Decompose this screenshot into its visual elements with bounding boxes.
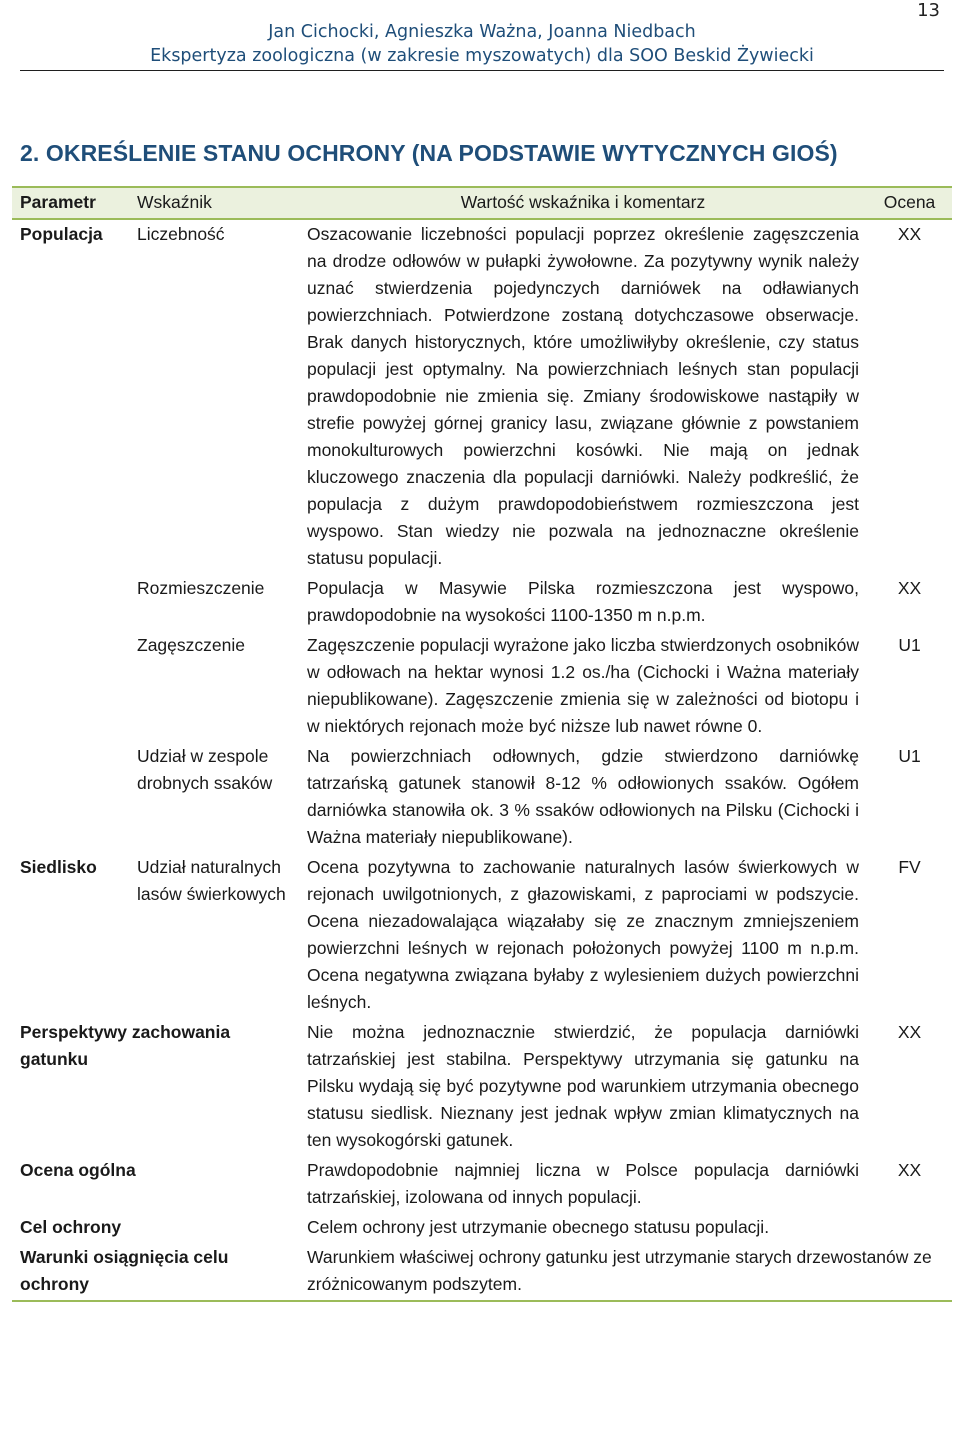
summary-ocena: XX — [897, 1160, 922, 1180]
summary-row — [12, 1213, 952, 1243]
row-ocena: FV — [898, 857, 921, 877]
row-ocena: U1 — [898, 635, 921, 655]
section-title: 2. OKREŚLENIE STANU OCHRONY (NA PODSTAWIE WYTYCZNYCH GIOŚ) — [20, 140, 838, 166]
row-komentarz: Ocena pozytywna to zachowanie naturalnych lasów świerkowych w rejonach uwilgotnionych, z głazowiskami, z paprociami w podszycie. Ocena niezadowalająca wiązałaby się ze znacznym zmniejszeniem powierzchni leśnych w rejonach położonych powyżej 1100 m n.p.m. Ocena negatywna związana byłaby z wylesieniem dużych powierzchni leśnych. — [307, 857, 859, 1012]
summary-row — [12, 1243, 952, 1301]
row-ocena: XX — [897, 578, 922, 598]
summary-komentarz: Celem ochrony jest utrzymanie obecnego statusu populacji. — [307, 1217, 770, 1237]
table-row — [12, 853, 952, 1018]
header-wskaznik: Wskaźnik — [129, 187, 299, 219]
header-ocena: Ocena — [865, 187, 952, 219]
summary-row — [12, 1018, 952, 1156]
summary-label: Warunki osiągnięcia celu ochrony — [12, 1243, 299, 1301]
row-wskaznik: Liczebność — [137, 224, 225, 244]
row-komentarz: Oszacowanie liczebności populacji poprzez określenie zagęszczenia na drodze odłowów w pułapki żywołowne. Za pozytywny wynik należy uznać stwierdzenia pojedynczych darniówek na odławianych powierzchniach. Potwierdzone zostaną dotychczasowe obserwacje. Brak danych historycznych, które umożliwiłyby określenie, czy status populacji jest optymalny. Na powierzchniach leśnych stan populacji prawdopodobnie nie zmienia się. Zmiany środowiskowe nastąpiły w strefie powyżej górnej granicy lasu, związane głównie z powstaniem monokulturowych powierzchni kosówki. Nie mają on jednak kluczowego znaczenia dla populacji darniówki. Należy podkreślić, że populacja z dużym prawdopodobieństwem rozmieszczona jest wyspowo. Stan wiedzy nie pozwala na jednoznaczne określenie statusu populacji. — [307, 224, 859, 568]
table-row — [12, 574, 952, 631]
summary-label: Perspektywy zachowania gatunku — [20, 1022, 231, 1069]
header-divider — [20, 70, 944, 71]
table-row — [12, 631, 952, 742]
summary-label: Cel ochrony — [20, 1217, 122, 1237]
row-parametr: Siedlisko — [20, 857, 97, 877]
row-ocena: U1 — [898, 746, 921, 766]
row-wskaznik: Udział naturalnych lasów świerkowych — [137, 857, 286, 904]
summary-komentarz: Nie można jednoznacznie stwierdzić, że populacja darniówki tatrzańskiej jest stabilna. Perspektywy utrzymania się gatunku na Pilsku wydają się być pozytywne pod warunkiem utrzymania obecnego statusu siedlisk. Nieznany jest jednak wpływ zmian klimatycznych na ten wysokogórski gatunek. — [307, 1022, 859, 1150]
table-row — [12, 219, 952, 574]
summary-komentarz: Warunkiem właściwej ochrony gatunku jest utrzymanie starych drzewostanów ze zróżnicowanym podszytem. — [299, 1243, 952, 1301]
header-subtitle: Ekspertyza zoologiczna (w zakresie myszowatych) dla SOO Beskid Żywiecki — [150, 46, 814, 66]
summary-komentarz: Prawdopodobnie najmniej liczna w Polsce populacja darniówki tatrzańskiej, izolowana od innych populacji. — [307, 1160, 859, 1207]
table-header-row — [12, 187, 952, 219]
row-komentarz: Na powierzchniach odłownych, gdzie stwierdzono darniówkę tatrzańską gatunek stanowił 8-12 % odłowionych ssaków. Ogółem darniówka stanowiła ok. 3 % ssaków odłowionych na Pilsku (Cichocki i Ważna materiały niepublikowane). — [307, 746, 859, 847]
summary-ocena: XX — [897, 1022, 922, 1042]
row-komentarz: Populacja w Masywie Pilska rozmieszczona jest wyspowo, prawdopodobnie na wysokości 1100-1350 m n.p.m. — [307, 578, 859, 625]
running-header — [20, 20, 944, 68]
table-row — [12, 742, 952, 853]
header-parametr: Parametr — [12, 187, 129, 219]
row-komentarz: Zagęszczenie populacji wyrażone jako liczba stwierdzonych osobników w odłowach na hektar wynosi 1.2 os./ha (Cichocki i Ważna materiały niepublikowane). Zagęszczenie zmienia się w zależności od biotopu i w niektórych rejonach może być niższe lub nawet równe 0. — [307, 635, 859, 736]
row-parametr: Populacja — [20, 224, 103, 244]
row-wskaznik: Zagęszczenie — [137, 635, 245, 655]
header-authors: Jan Cichocki, Agnieszka Ważna, Joanna Niedbach — [268, 22, 696, 42]
row-wskaznik: Udział w zespole drobnych ssaków — [137, 746, 273, 793]
row-wskaznik: Rozmieszczenie — [137, 578, 265, 598]
summary-row — [12, 1156, 952, 1213]
row-parametr — [12, 631, 129, 742]
row-ocena: XX — [897, 224, 922, 244]
row-parametr — [12, 742, 129, 853]
page-number: 13 — [917, 0, 940, 21]
row-parametr — [12, 574, 129, 631]
conservation-status-table — [12, 186, 952, 1302]
summary-label: Ocena ogólna — [20, 1160, 136, 1180]
header-wartosc: Wartość wskaźnika i komentarz — [299, 187, 865, 219]
